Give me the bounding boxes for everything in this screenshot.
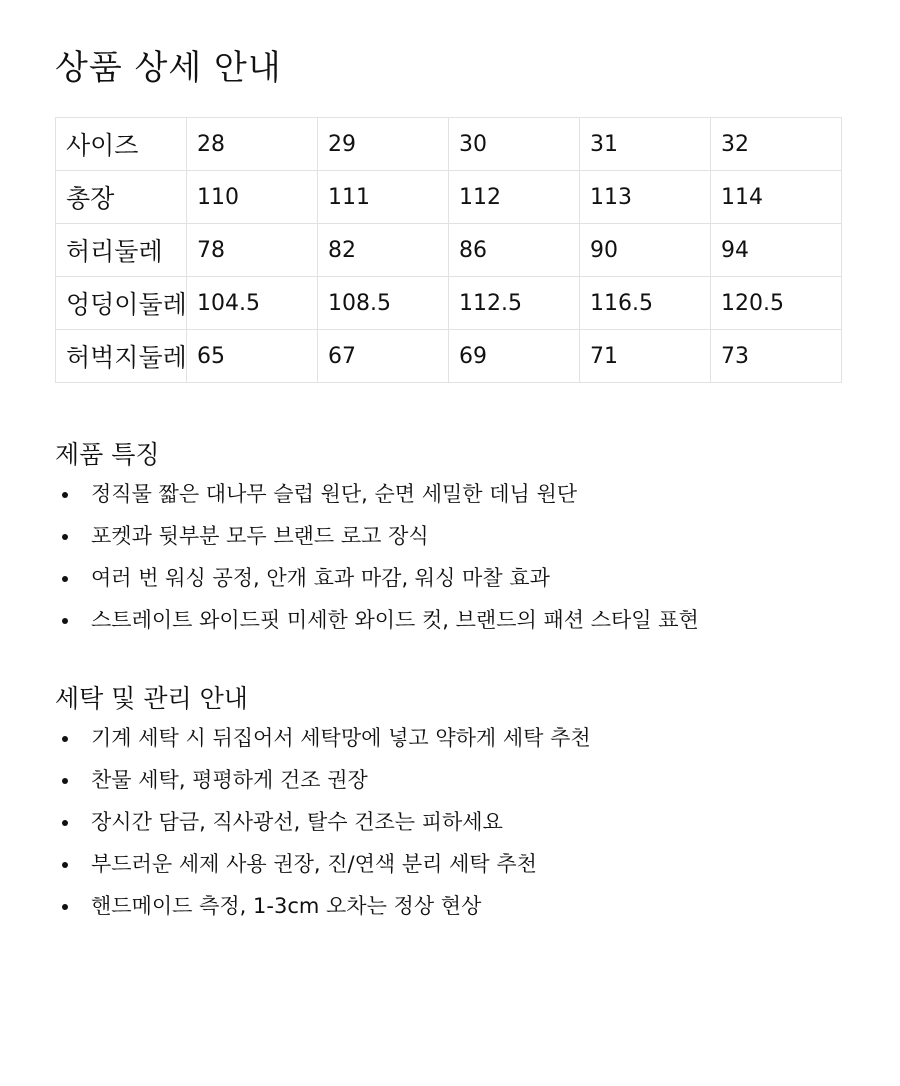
table-cell: 73: [711, 330, 842, 383]
table-cell: 86: [449, 224, 580, 277]
table-cell: 113: [580, 171, 711, 224]
table-cell: 94: [711, 224, 842, 277]
list-item-text: 장시간 담금, 직사광선, 탈수 건조는 피하세요: [91, 810, 503, 834]
table-cell: 30: [449, 118, 580, 171]
table-cell: 111: [318, 171, 449, 224]
bullet-icon: [62, 778, 68, 784]
table-cell: 71: [580, 330, 711, 383]
bullet-icon: [62, 576, 68, 582]
size-table: [55, 117, 842, 383]
table-cell: 116.5: [580, 277, 711, 330]
list-item: [55, 843, 591, 885]
features-title: 제품 특징: [55, 440, 160, 469]
bullet-icon: [62, 492, 68, 498]
list-item-text: 포켓과 뒷부분 모두 브랜드 로고 장식: [91, 524, 429, 548]
list-item: [55, 759, 591, 801]
list-item-text: 찬물 세탁, 평평하게 건조 권장: [91, 768, 368, 792]
list-item: [55, 515, 699, 557]
table-cell: 29: [318, 118, 449, 171]
list-item-text: 스트레이트 와이드핏 미세한 와이드 컷, 브랜드의 패션 스타일 표현: [91, 608, 699, 632]
table-row: [56, 330, 842, 383]
bullet-icon: [62, 736, 68, 742]
list-item-text: 정직물 짧은 대나무 슬럽 원단, 순면 세밀한 데님 원단: [91, 482, 578, 506]
table-cell: 114: [711, 171, 842, 224]
row-label: 사이즈: [56, 118, 187, 171]
table-cell: 112: [449, 171, 580, 224]
list-item-text: 여러 번 워싱 공정, 안개 효과 마감, 워싱 마찰 효과: [91, 566, 550, 590]
list-item: [55, 557, 699, 599]
list-item-text: 부드러운 세제 사용 권장, 진/연색 분리 세탁 추천: [91, 852, 537, 876]
list-item: [55, 473, 699, 515]
list-item: [55, 885, 591, 927]
features-list: [55, 473, 699, 641]
table-cell: 32: [711, 118, 842, 171]
table-cell: 65: [187, 330, 318, 383]
care-list: [55, 717, 591, 927]
row-label: 허리둘레: [56, 224, 187, 277]
row-label: 총장: [56, 171, 187, 224]
table-cell: 67: [318, 330, 449, 383]
table-cell: 90: [580, 224, 711, 277]
list-item: [55, 801, 591, 843]
row-label: 허벅지둘레: [56, 330, 187, 383]
table-cell: 31: [580, 118, 711, 171]
bullet-icon: [62, 862, 68, 868]
table-cell: 108.5: [318, 277, 449, 330]
bullet-icon: [62, 904, 68, 910]
table-row: [56, 277, 842, 330]
table-row: [56, 224, 842, 277]
list-item-text: 기계 세탁 시 뒤집어서 세탁망에 넣고 약하게 세탁 추천: [91, 726, 591, 750]
table-row: [56, 118, 842, 171]
table-cell: 110: [187, 171, 318, 224]
list-item-text: 핸드메이드 측정, 1-3cm 오차는 정상 현상: [91, 894, 482, 918]
page-title: 상품 상세 안내: [55, 48, 282, 88]
table-row: [56, 171, 842, 224]
table-cell: 112.5: [449, 277, 580, 330]
table-cell: 82: [318, 224, 449, 277]
table-cell: 120.5: [711, 277, 842, 330]
row-label: 엉덩이둘레: [56, 277, 187, 330]
bullet-icon: [62, 618, 68, 624]
table-cell: 69: [449, 330, 580, 383]
bullet-icon: [62, 820, 68, 826]
list-item: [55, 599, 699, 641]
care-title: 세탁 및 관리 안내: [55, 684, 248, 713]
list-item: [55, 717, 591, 759]
table-cell: 78: [187, 224, 318, 277]
bullet-icon: [62, 534, 68, 540]
table-cell: 104.5: [187, 277, 318, 330]
table-cell: 28: [187, 118, 318, 171]
